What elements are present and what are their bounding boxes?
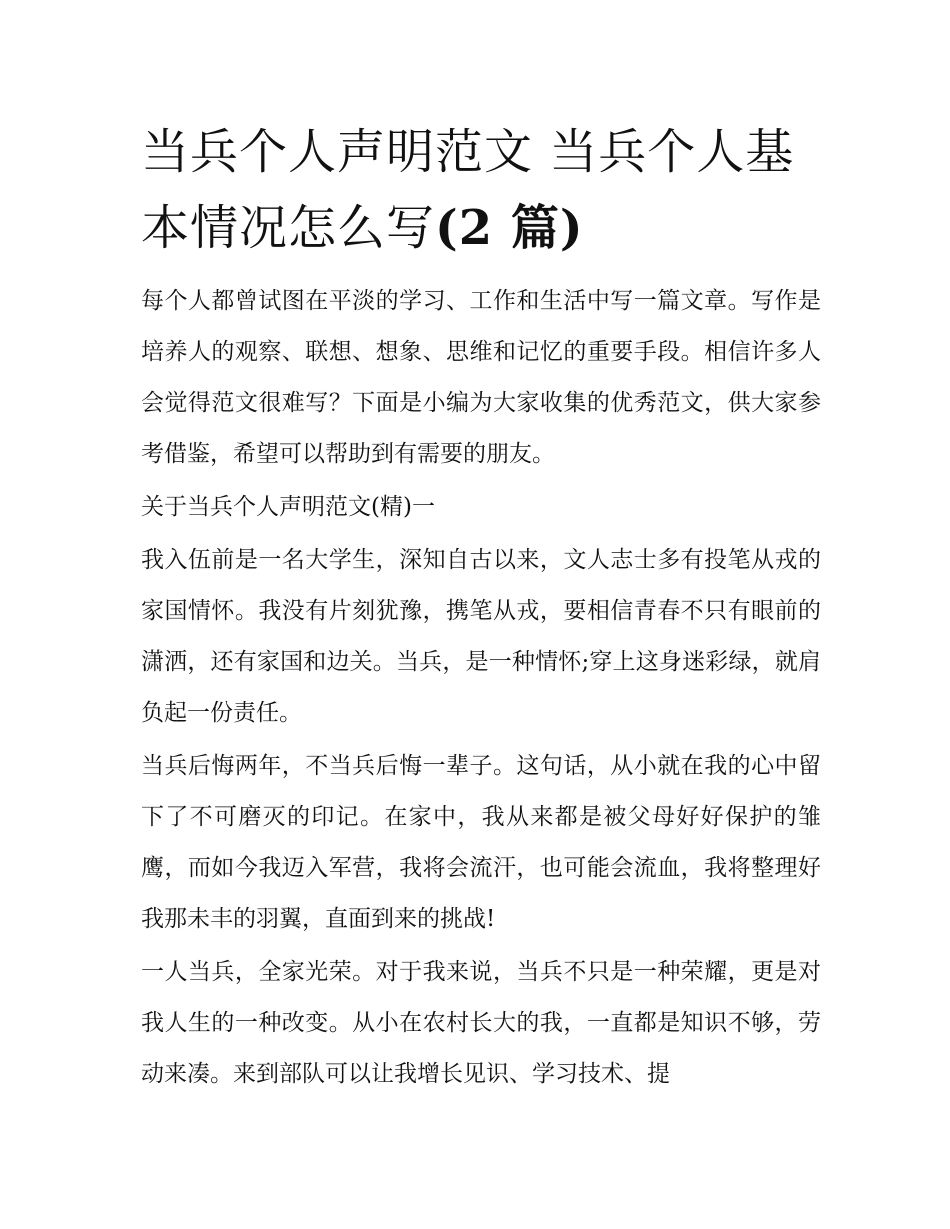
body-paragraph: 当兵后悔两年，不当兵后悔一辈子。这句话，从小就在我的心中留下了不可磨灭的印记。在家中，我从来都是被父母好好保护的雏鹰，而如今我迈入军营，我将会流汗，也可能会流血，我将整理好我那未丰的羽翼，直面到来的挑战! [141,753,821,932]
intro-paragraph: 每个人都曾试图在平淡的学习、工作和生活中写一篇文章。写作是培养人的观察、联想、想象、思维和记忆的重要手段。相信许多人会觉得范文很难写？下面是小编为大家收集的优秀范文，供大家参考借鉴，希望可以帮助到有需要的朋友。 [141,288,821,467]
body-paragraph: 一人当兵，全家光荣。对于我来说，当兵不只是一种荣耀，更是对我人生的一种改变。从小在农村长大的我，一直都是知识不够，劳动来凑。来到部队可以让我增长见识、学习技术、提 [141,959,821,1087]
section-heading: 关于当兵个人声明范文(精)一 [141,494,435,520]
title-text: 当兵个人声明范文 当兵个人基本情况怎么写 [141,124,795,256]
body-paragraph: 我入伍前是一名大学生，深知自古以来，文人志士多有投笔从戎的家国情怀。我没有片刻犹豫，携笔从戎，要相信青春不只有眼前的潇洒，还有家国和边关。当兵，是一种情怀;穿上这身迷彩绿，就肩负起一份责任。 [141,547,821,726]
title-count: (2 篇) [435,200,584,256]
document-body [141,276,821,1102]
document-title [141,114,821,266]
